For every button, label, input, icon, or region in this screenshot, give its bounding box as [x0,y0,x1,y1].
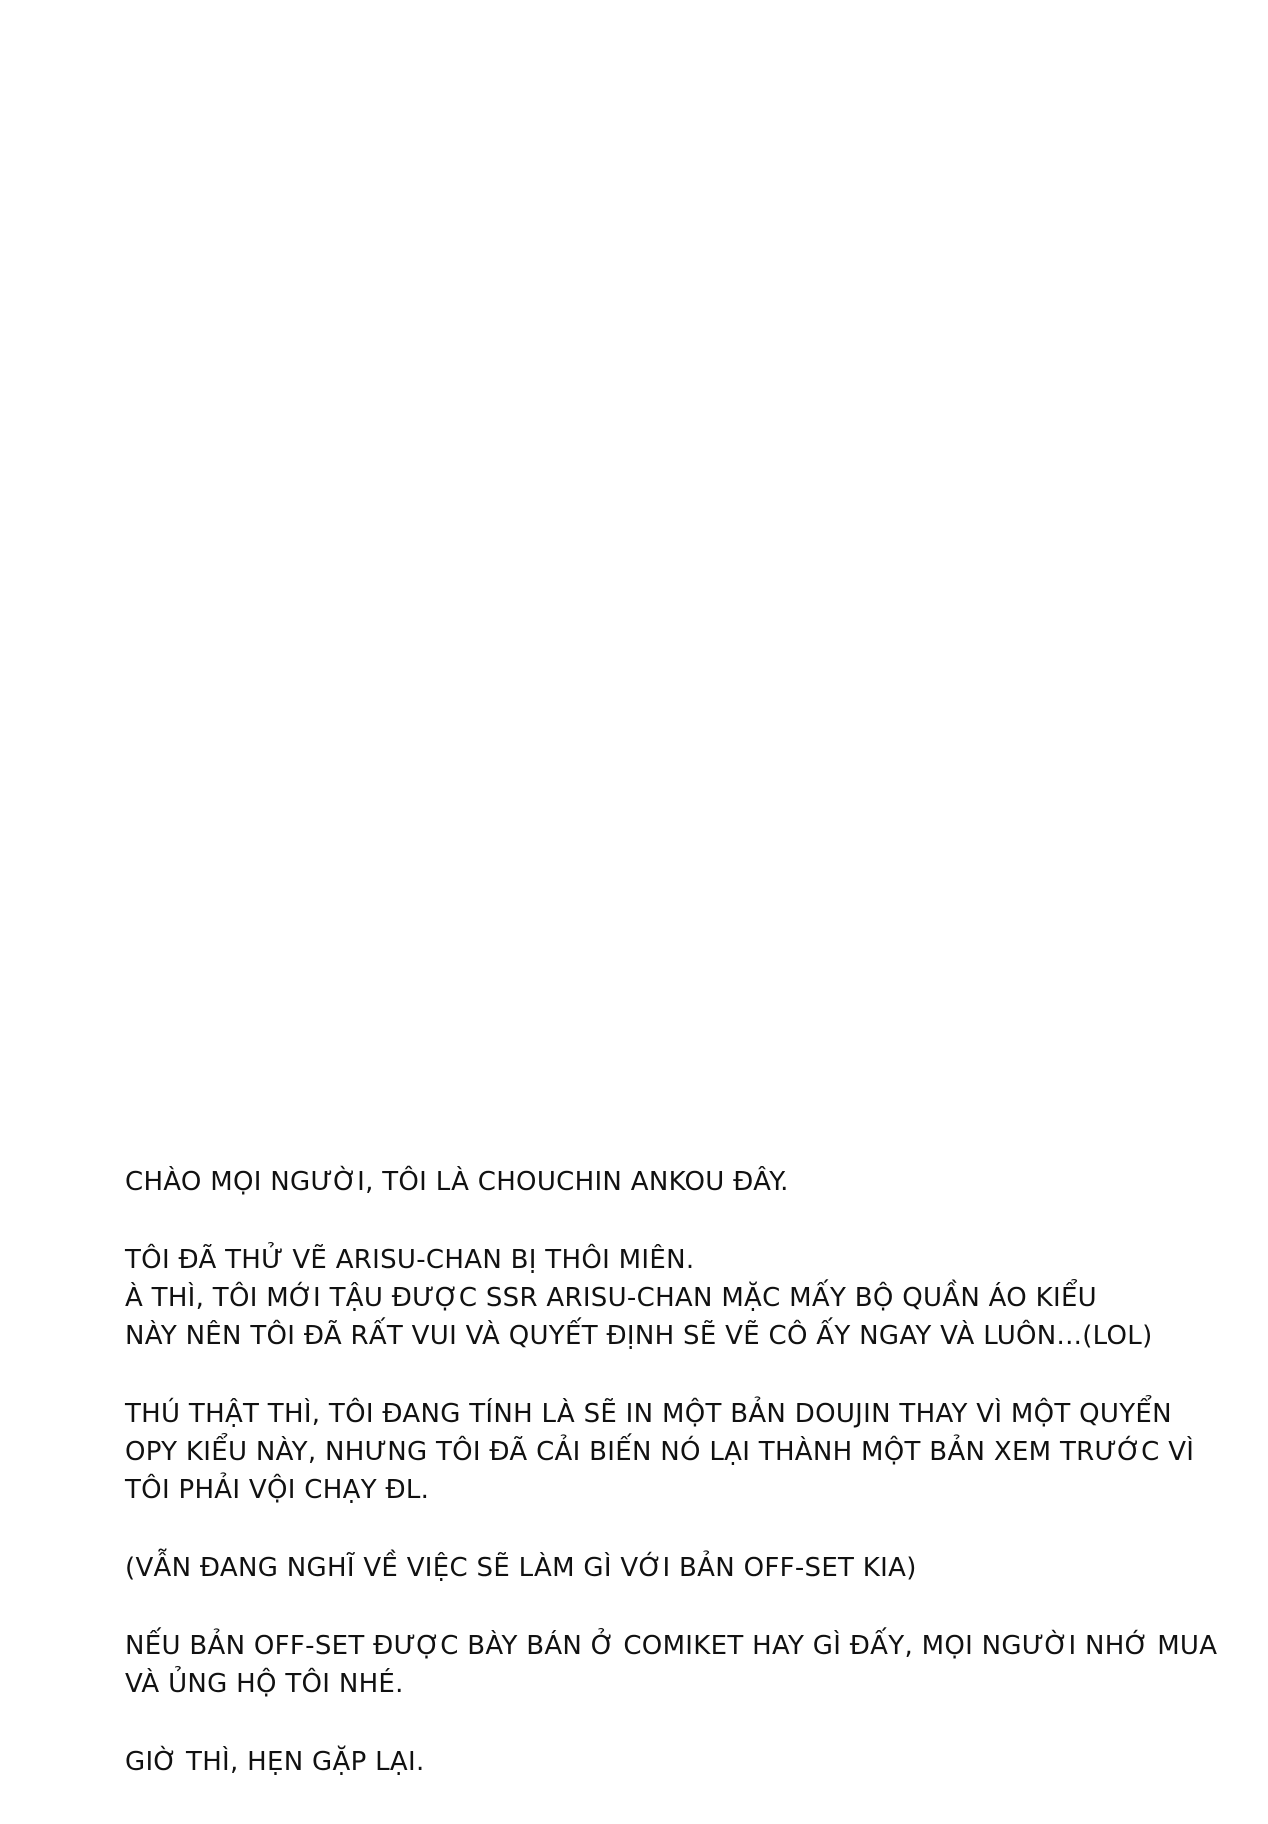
text-line: NẾU BẢN OFF-SET ĐƯỢC BÀY BÁN Ở COMIKET HAY GÌ ĐẤY, MỌI NGƯỜI NHỚ MUA [125,1631,1218,1661]
text-line: TÔI ĐÃ THỬ VẼ ARISU-CHAN BỊ THÔI MIÊN. [125,1245,695,1275]
afterword-text-block [125,1163,1218,1821]
greeting-paragraph [125,1163,1185,1201]
text-line: THÚ THẬT THÌ, TÔI ĐANG TÍNH LÀ SẼ IN MỘT BẢN DOUJIN THAY VÌ MỘT QUYỂN [125,1399,1172,1429]
farewell-paragraph [125,1743,1185,1781]
text-line: OPY KIỂU NÀY, NHƯNG TÔI ĐÃ CẢI BIẾN NÓ LẠI THÀNH MỘT BẢN XEM TRƯỚC VÌ [125,1437,1195,1467]
text-line: À THÌ, TÔI MỚI TẬU ĐƯỢC SSR ARISU-CHAN MẶC MẤY BỘ QUẦN ÁO KIỂU [125,1283,1098,1313]
offset-note-paragraph [125,1549,1185,1587]
text-line: VÀ ỦNG HỘ TÔI NHÉ. [125,1669,404,1699]
support-paragraph [125,1627,1218,1703]
text-line: TÔI PHẢI VỘI CHẠY ĐL. [125,1475,430,1505]
text-line: CHÀO MỌI NGƯỜI, TÔI LÀ CHOUCHIN ANKOU ĐÂY. [125,1167,789,1197]
text-line: (VẪN ĐANG NGHĨ VỀ VIỆC SẼ LÀM GÌ VỚI BẢN OFF-SET KIA) [125,1553,917,1583]
intro-paragraph [125,1241,1185,1355]
text-line: NÀY NÊN TÔI ĐÃ RẤT VUI VÀ QUYẾT ĐỊNH SẼ VẼ CÔ ẤY NGAY VÀ LUÔN...(LOL) [125,1321,1153,1351]
text-line: GIỜ THÌ, HẸN GẶP LẠI. [125,1747,425,1777]
confession-paragraph [125,1395,1195,1509]
